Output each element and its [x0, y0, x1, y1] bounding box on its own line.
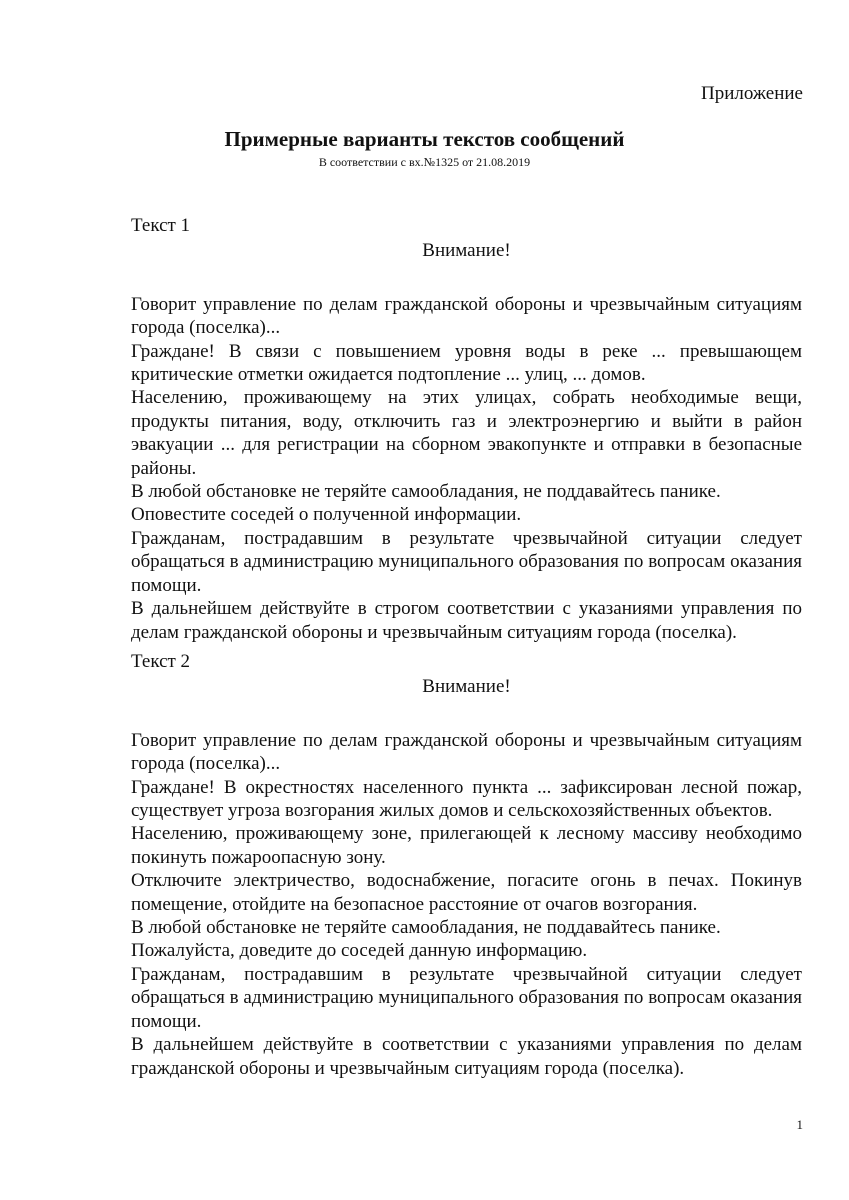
paragraph: В дальнейшем действуйте в строгом соответствии с указаниями управления по делам гражданской обороны и чрезвычайным ситуациям города (поселка). — [131, 598, 802, 643]
paragraph: Граждане! В связи с повышением уровня воды в реке ... превышающем критические отметки ожидается подтопление ... улиц, ... домов. — [131, 340, 802, 386]
paragraph: Говорит управление по делам гражданской обороны и чрезвычайным ситуациям города (поселка)... — [131, 293, 802, 339]
paragraph: Граждане! В окрестностях населенного пункта ... зафиксирован лесной пожар, существует угроза возгорания жилых домов и сельскохозяйственных объектов. — [131, 776, 802, 822]
message-body — [131, 293, 802, 644]
paragraph: В любой обстановке не теряйте самообладания, не поддавайтесь панике. — [131, 917, 721, 939]
paragraph: Отключите электричество, водоснабжение, погасите огонь в печах. Покинув помещение, отойдите на безопасное расстояние от очагов возгорания. — [131, 870, 802, 915]
page-number: 1 — [796, 1117, 803, 1132]
text-label: Текст 2 — [131, 651, 191, 672]
document-title: Примерные варианты текстов сообщений — [224, 127, 625, 151]
message-text-1 — [131, 214, 802, 644]
message-text-2 — [131, 650, 802, 1080]
paragraph: Гражданам, пострадавшим в результате чрезвычайной ситуации следует обращаться в администрацию муниципального образования по вопросам оказания помощи. — [131, 527, 802, 596]
text-label: Текст 1 — [131, 215, 191, 236]
document-subtitle: В соответствии с вх.№1325 от 21.08.2019 — [318, 155, 531, 169]
paragraph: Гражданам, пострадавшим в результате чрезвычайной ситуации следует обращаться в администрацию муниципального образования по вопросам оказания помощи. — [131, 963, 802, 1032]
paragraph: Пожалуйста, доведите до соседей данную информацию. — [131, 940, 588, 962]
paragraph: В любой обстановке не теряйте самообладания, не поддавайтесь панике. — [131, 481, 721, 503]
attention-heading: Внимание! — [422, 240, 511, 262]
appendix-label: Приложение — [701, 83, 803, 104]
paragraph: Населению, проживающему зоне, прилегающей к лесному массиву необходимо покинуть пожароопасную зону. — [131, 823, 802, 868]
paragraph: В дальнейшем действуйте в соответствии с указаниями управления по делам гражданской обороны и чрезвычайным ситуациям города (поселка). — [131, 1034, 802, 1079]
attention-heading: Внимание! — [422, 676, 511, 698]
paragraph: Говорит управление по делам гражданской обороны и чрезвычайным ситуациям города (поселка)... — [131, 729, 802, 775]
message-body — [131, 729, 802, 1080]
paragraph: Оповестите соседей о полученной информации. — [131, 504, 522, 526]
paragraph: Населению, проживающему на этих улицах, собрать необходимые вещи, продукты питания, воду, отключить газ и электроэнергию и выйти в район эвакуации ... для регистрации на сборном эвакопункте и отправки в безопасные районы. — [131, 387, 802, 479]
